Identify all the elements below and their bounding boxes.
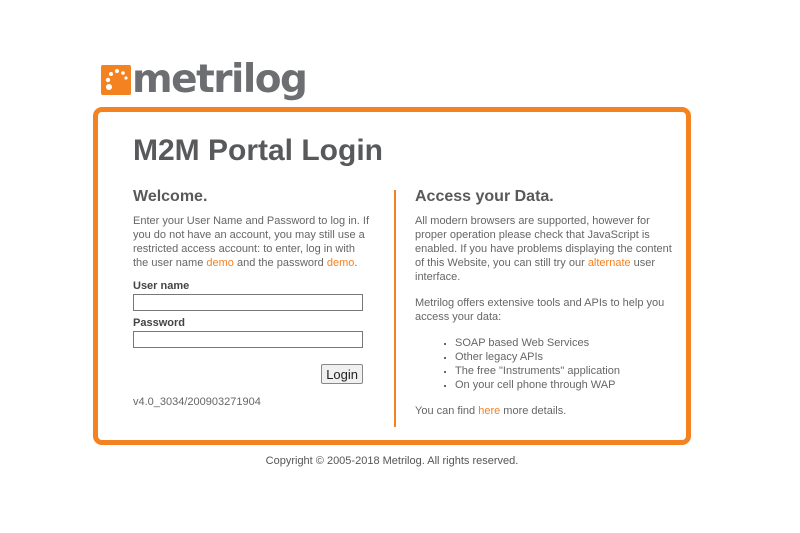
demo-password-link[interactable]: demo — [326, 257, 355, 269]
alternate-ui-link[interactable]: alternate — [587, 257, 631, 269]
login-button[interactable]: Login — [321, 364, 363, 384]
version-label: v4.0_3034/200903271904 — [133, 396, 261, 408]
login-form — [133, 280, 373, 384]
demo-user-link[interactable]: demo — [206, 257, 234, 269]
login-panel — [93, 107, 691, 445]
details-text — [415, 404, 675, 418]
metrilog-logo — [101, 57, 307, 102]
password-input[interactable] — [133, 331, 363, 348]
welcome-text-part: . — [354, 257, 358, 269]
column-divider — [394, 190, 396, 427]
list-item: ▪ The free "Instruments" application — [455, 364, 675, 378]
password-label: Password — [133, 317, 185, 329]
tools-list — [415, 336, 675, 392]
browser-support-text-part: user interface. — [415, 257, 656, 283]
access-column — [415, 188, 675, 418]
list-item: ▪ SOAP based Web Services — [455, 336, 675, 350]
welcome-column — [133, 188, 373, 408]
username-label: User name — [133, 280, 190, 292]
username-input[interactable] — [133, 294, 363, 311]
details-text-part: more details. — [500, 405, 567, 417]
welcome-text-part: and the password — [233, 257, 327, 269]
welcome-text-part: Enter your User Name and Password to log in. If you do not have an account, you may still use a restricted access account: to enter, log in with the user name — [133, 215, 369, 269]
copyright-text: Copyright © 2005-2018 Metrilog. All rights reserved. — [265, 455, 519, 467]
browser-support-text — [415, 214, 675, 284]
details-text-part: You can find — [415, 405, 479, 417]
tools-intro-text: Metrilog offers extensive tools and APIs to help you access your data: — [415, 297, 665, 323]
metrilog-logo-icon — [101, 65, 131, 95]
metrilog-logo-text: metrilog — [132, 57, 307, 102]
welcome-text — [133, 214, 373, 270]
access-heading: Access your Data. — [415, 188, 554, 205]
login-button-row — [133, 364, 373, 384]
browser-support-text-part: All modern browsers are supported, however for proper operation please check that JavaScript is enabled. If you have problems displaying the content of this Website, you can still try our — [415, 215, 672, 269]
page-title: M2M Portal Login — [133, 134, 383, 167]
details-link[interactable]: here — [478, 405, 501, 417]
list-item: ▪ On your cell phone through WAP — [455, 378, 675, 392]
welcome-heading: Welcome. — [133, 188, 208, 205]
list-item: ▪ Other legacy APIs — [455, 350, 675, 364]
